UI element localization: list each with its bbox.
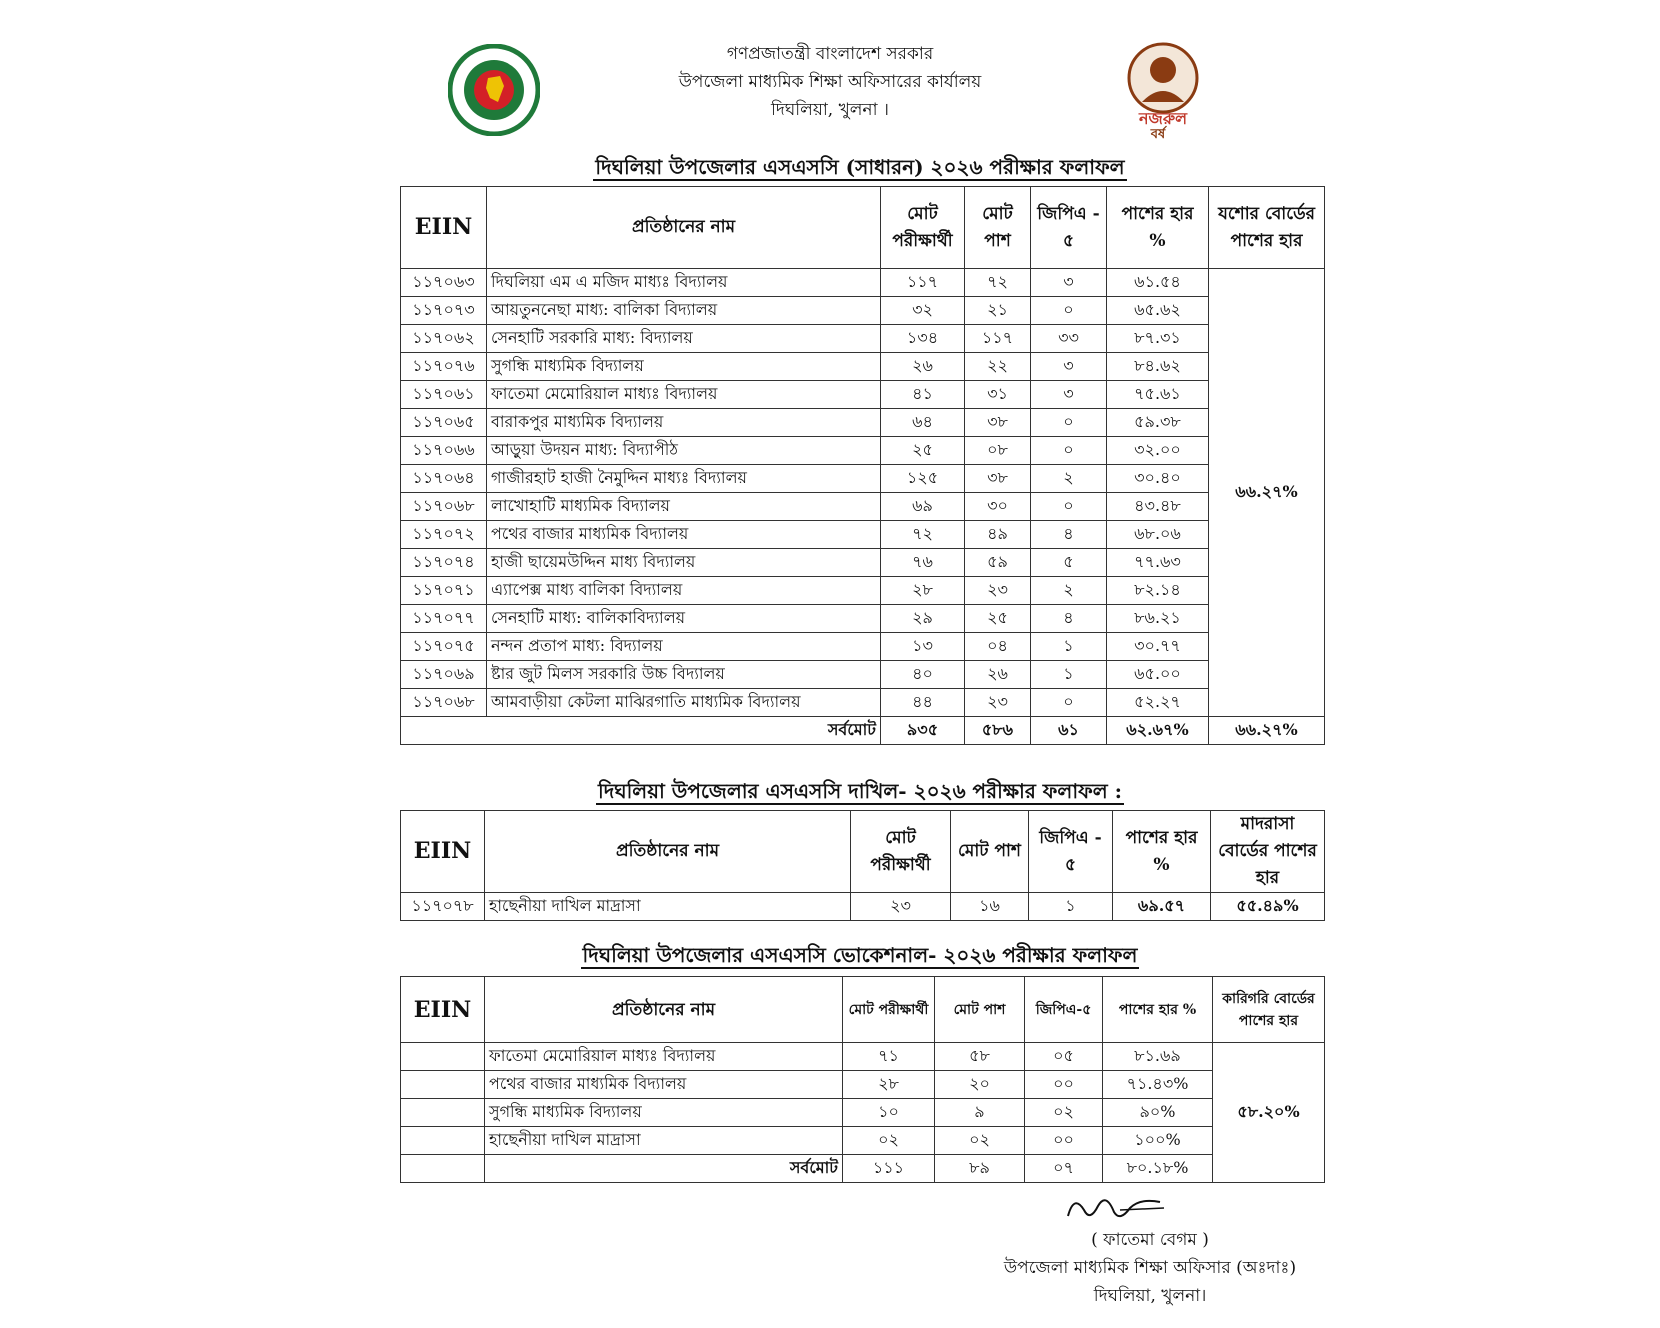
cell-eiin: ১১৭০৭৪	[401, 549, 487, 577]
table3-title: দিঘলিয়া উপজেলার এসএসসি ভোকেশনাল- ২০২৬ পরীক্ষার ফলাফল	[582, 943, 1138, 967]
col-gpa5: জিপিএ - ৫	[1029, 811, 1113, 893]
cell-gpa5: ০০	[1025, 1071, 1103, 1099]
cell-examinees: ৭১	[843, 1043, 935, 1071]
cell-gpa5: ২	[1031, 465, 1107, 493]
cell-institution: সেনহাটি মাধ্য: বালিকাবিদ্যালয়	[487, 605, 881, 633]
cell-eiin: ১১৭০৬১	[401, 381, 487, 409]
header-line-1: গণপ্রজাতন্ত্রী বাংলাদেশ সরকার	[726, 44, 934, 64]
cell-institution: লাখোহাটি মাধ্যমিক বিদ্যালয়	[487, 493, 881, 521]
cell-passed: ৪৯	[965, 521, 1031, 549]
cell-eiin	[401, 1127, 485, 1155]
cell-gpa5: ০৫	[1025, 1043, 1103, 1071]
table-row	[401, 521, 1325, 549]
cell-eiin: ১১৭০৭৫	[401, 633, 487, 661]
table2-title: দিঘলিয়া উপজেলার এসএসসি দাখিল- ২০২৬ পরীক্ষার ফলাফল :	[597, 779, 1122, 803]
col-pass-rate: পাশের হার %	[1113, 811, 1211, 893]
cell-examinees: ০২	[843, 1127, 935, 1155]
col-examinees: মোট পরীক্ষার্থী	[851, 811, 951, 893]
total-examinees: ১১১	[843, 1155, 935, 1183]
cell-passed: ৩১	[965, 381, 1031, 409]
cell-pass-rate: ৬৮.০৬	[1107, 521, 1209, 549]
cell-gpa5: ১	[1029, 893, 1113, 921]
table-row	[401, 1099, 1325, 1127]
total-eiin-empty	[401, 1155, 485, 1183]
cell-eiin: ১১৭০৬৫	[401, 409, 487, 437]
cell-eiin	[401, 1043, 485, 1071]
table-row	[401, 661, 1325, 689]
cell-passed: ২২	[965, 353, 1031, 381]
signature-block	[880, 1226, 1420, 1310]
cell-eiin: ১১৭০৬৮	[401, 689, 487, 717]
cell-gpa5: ০	[1031, 437, 1107, 465]
cell-examinees: ১২৫	[881, 465, 965, 493]
table-row	[401, 437, 1325, 465]
cell-passed: ২৬	[965, 661, 1031, 689]
cell-institution: সেনহাটি সরকারি মাধ্য: বিদ্যালয়	[487, 325, 881, 353]
col-institution: প্রতিষ্ঠানের নাম	[485, 811, 851, 893]
cell-pass-rate: ৬৫.৬২	[1107, 297, 1209, 325]
cell-examinees: ৪৪	[881, 689, 965, 717]
cell-eiin: ১১৭০৭৭	[401, 605, 487, 633]
govt-seal-logo	[448, 44, 540, 136]
total-passed: ৮৯	[935, 1155, 1025, 1183]
signatory-place: দিঘলিয়া, খুলনা।	[1093, 1286, 1207, 1306]
col-examinees: মোট পরীক্ষার্থী	[843, 977, 935, 1043]
cell-passed: ০২	[935, 1127, 1025, 1155]
cell-eiin: ১১৭০৭১	[401, 577, 487, 605]
header-line-2: উপজেলা মাধ্যমিক শিক্ষা অফিসারের কার্যালয়	[678, 72, 982, 92]
cell-pass-rate: ৭৫.৬১	[1107, 381, 1209, 409]
cell-institution: হাছেনীয়া দাখিল মাদ্রাসা	[485, 893, 851, 921]
cell-pass-rate: ৮৭.৩১	[1107, 325, 1209, 353]
cell-pass-rate: ৭১.৪৩%	[1103, 1071, 1213, 1099]
cell-passed: ২৩	[965, 577, 1031, 605]
col-board-rate: যশোর বোর্ডের পাশের হার	[1209, 187, 1325, 269]
table-row	[401, 297, 1325, 325]
cell-gpa5: ১	[1031, 661, 1107, 689]
col-pass-rate: পাশের হার %	[1107, 187, 1209, 269]
col-gpa5: জিপিএ-৫	[1025, 977, 1103, 1043]
cell-examinees: ১০	[843, 1099, 935, 1127]
cell-passed: ২৫	[965, 605, 1031, 633]
cell-pass-rate: ৭৭.৬৩	[1107, 549, 1209, 577]
cell-examinees: ১১৭	[881, 269, 965, 297]
table-row	[401, 409, 1325, 437]
signatory-designation: উপজেলা মাধ্যমিক শিক্ষা অফিসার (অঃদাঃ)	[1003, 1258, 1297, 1278]
total-pass-rate: ৮০.১৮%	[1103, 1155, 1213, 1183]
cell-institution: ষ্টার জুট মিলস সরকারি উচ্চ বিদ্যালয়	[487, 661, 881, 689]
cell-examinees: ২৮	[843, 1071, 935, 1099]
cell-passed: ১১৭	[965, 325, 1031, 353]
total-label: সর্বমোট	[401, 717, 881, 745]
cell-passed: ০৪	[965, 633, 1031, 661]
cell-pass-rate: ৬৯.৫৭	[1113, 893, 1211, 921]
cell-institution: হাছেনীয়া দাখিল মাদ্রাসা	[485, 1127, 843, 1155]
cell-eiin: ১১৭০৬৪	[401, 465, 487, 493]
cell-institution: পথের বাজার মাধ্যমিক বিদ্যালয়	[485, 1071, 843, 1099]
table1-title: দিঘলিয়া উপজেলার এসএসসি (সাধারন) ২০২৬ পরীক্ষার ফলাফল	[595, 155, 1125, 179]
cell-gpa5: ০	[1031, 297, 1107, 325]
cell-pass-rate: ৩২.০০	[1107, 437, 1209, 465]
nazrul-year-emblem	[1118, 40, 1208, 140]
table-row	[401, 1127, 1325, 1155]
cell-passed: ৫৯	[965, 549, 1031, 577]
cell-eiin: ১১৭০৭২	[401, 521, 487, 549]
table-row	[401, 269, 1325, 297]
cell-institution: নন্দন প্রতাপ মাধ্য: বিদ্যালয়	[487, 633, 881, 661]
cell-eiin: ১১৭০৭৩	[401, 297, 487, 325]
col-institution: প্রতিষ্ঠানের নাম	[487, 187, 881, 269]
cell-gpa5: ০০	[1025, 1127, 1103, 1155]
cell-gpa5: ৩	[1031, 269, 1107, 297]
cell-gpa5: ১	[1031, 633, 1107, 661]
col-eiin: EIIN	[401, 977, 485, 1043]
cell-passed: ০৮	[965, 437, 1031, 465]
cell-examinees: ১৩৪	[881, 325, 965, 353]
cell-passed: ২৩	[965, 689, 1031, 717]
cell-eiin	[401, 1099, 485, 1127]
cell-examinees: ২৯	[881, 605, 965, 633]
cell-examinees: ৩২	[881, 297, 965, 325]
cell-gpa5: ০	[1031, 493, 1107, 521]
cell-gpa5: ০	[1031, 689, 1107, 717]
cell-examinees: ২৬	[881, 353, 965, 381]
cell-eiin: ১১৭০৬৬	[401, 437, 487, 465]
cell-passed: ২১	[965, 297, 1031, 325]
table-row	[401, 633, 1325, 661]
header-line-3: দিঘলিয়া, খুলনা ।	[771, 100, 889, 120]
total-gpa5: ৬১	[1031, 717, 1107, 745]
cell-pass-rate: ৮৪.৬২	[1107, 353, 1209, 381]
total-row	[401, 717, 1325, 745]
table-row	[401, 605, 1325, 633]
cell-institution: বারাকপুর মাধ্যমিক বিদ্যালয়	[487, 409, 881, 437]
cell-pass-rate: ৮২.১৪	[1107, 577, 1209, 605]
cell-institution: আমবাড়ীয়া কেটলা মাঝিরগাতি মাধ্যমিক বিদ্যালয়	[487, 689, 881, 717]
cell-examinees: ২৮	[881, 577, 965, 605]
table-row	[401, 893, 1325, 921]
cell-pass-rate: ৮৬.২১	[1107, 605, 1209, 633]
table-row	[401, 689, 1325, 717]
cell-gpa5: ২	[1031, 577, 1107, 605]
cell-examinees: ৭২	[881, 521, 965, 549]
ssc-general-results-table	[400, 186, 1325, 745]
cell-passed: ৯	[935, 1099, 1025, 1127]
cell-institution: আয়তুননেছা মাধ্য: বালিকা বিদ্যালয়	[487, 297, 881, 325]
cell-board-rate: ৫৮.২০%	[1213, 1043, 1325, 1183]
total-passed: ৫৮৬	[965, 717, 1031, 745]
cell-eiin: ১১৭০৬২	[401, 325, 487, 353]
signatory-name: ( ফাতেমা বেগম )	[1091, 1230, 1209, 1250]
cell-institution: ফাতেমা মেমোরিয়াল মাধ্যঃ বিদ্যালয়	[487, 381, 881, 409]
col-passed: মোট পাশ	[965, 187, 1031, 269]
table-row	[401, 549, 1325, 577]
cell-institution: আড়ুয়া উদয়ন মাধ্য: বিদ্যাপীঠ	[487, 437, 881, 465]
svg-text:বর্ষ: বর্ষ	[1150, 127, 1166, 140]
table-row	[401, 325, 1325, 353]
cell-passed: ৩০	[965, 493, 1031, 521]
cell-pass-rate: ৩০.৪০	[1107, 465, 1209, 493]
col-gpa5: জিপিএ - ৫	[1031, 187, 1107, 269]
cell-pass-rate: ৮১.৬৯	[1103, 1043, 1213, 1071]
cell-passed: ১৬	[951, 893, 1029, 921]
total-examinees: ৯৩৫	[881, 717, 965, 745]
cell-pass-rate: ৪৩.৪৮	[1107, 493, 1209, 521]
cell-pass-rate: ৫২.২৭	[1107, 689, 1209, 717]
cell-eiin	[401, 1071, 485, 1099]
cell-examinees: ৪১	[881, 381, 965, 409]
cell-gpa5: ০	[1031, 409, 1107, 437]
cell-board-rate: ৬৬.২৭%	[1209, 269, 1325, 717]
handwritten-signature	[1060, 1188, 1170, 1228]
vocational-results-table	[400, 976, 1325, 1183]
svg-text:নজরুল: নজরুল	[1138, 109, 1188, 128]
col-board-rate: মাদরাসা বোর্ডের পাশের হার	[1211, 811, 1325, 893]
dakhil-results-table	[400, 810, 1325, 921]
cell-examinees: ১৩	[881, 633, 965, 661]
cell-pass-rate: ৩০.৭৭	[1107, 633, 1209, 661]
cell-institution: ফাতেমা মেমোরিয়াল মাধ্যঃ বিদ্যালয়	[485, 1043, 843, 1071]
cell-gpa5: ০২	[1025, 1099, 1103, 1127]
cell-pass-rate: ১০০%	[1103, 1127, 1213, 1155]
cell-pass-rate: ৬৫.০০	[1107, 661, 1209, 689]
cell-gpa5: ৩	[1031, 381, 1107, 409]
total-row	[401, 1155, 1325, 1183]
cell-passed: ৩৮	[965, 465, 1031, 493]
cell-institution: গাজীরহাট হাজী নৈমুদ্দিন মাধ্যঃ বিদ্যালয়	[487, 465, 881, 493]
cell-examinees: ২৩	[851, 893, 951, 921]
total-label: সর্বমোট	[485, 1155, 843, 1183]
table-row	[401, 577, 1325, 605]
cell-passed: ৫৮	[935, 1043, 1025, 1071]
cell-gpa5: ৪	[1031, 521, 1107, 549]
total-pass-rate: ৬২.৬৭%	[1107, 717, 1209, 745]
table-row	[401, 465, 1325, 493]
table-row	[401, 353, 1325, 381]
office-header	[560, 40, 1100, 124]
table-row	[401, 493, 1325, 521]
total-board-rate: ৬৬.২৭%	[1209, 717, 1325, 745]
cell-examinees: ৬৯	[881, 493, 965, 521]
col-eiin: EIIN	[401, 811, 485, 893]
cell-passed: ২০	[935, 1071, 1025, 1099]
cell-examinees: ২৫	[881, 437, 965, 465]
cell-institution: পথের বাজার মাধ্যমিক বিদ্যালয়	[487, 521, 881, 549]
cell-eiin: ১১৭০৬৯	[401, 661, 487, 689]
cell-examinees: ৭৬	[881, 549, 965, 577]
cell-board-rate: ৫৫.৪৯%	[1211, 893, 1325, 921]
cell-pass-rate: ৬১.৫৪	[1107, 269, 1209, 297]
total-gpa5: ০৭	[1025, 1155, 1103, 1183]
cell-pass-rate: ৫৯.৩৮	[1107, 409, 1209, 437]
col-passed: মোট পাশ	[935, 977, 1025, 1043]
cell-pass-rate: ৯০%	[1103, 1099, 1213, 1127]
col-eiin: EIIN	[401, 187, 487, 269]
cell-gpa5: ৩৩	[1031, 325, 1107, 353]
col-pass-rate: পাশের হার %	[1103, 977, 1213, 1043]
table-row	[401, 1071, 1325, 1099]
cell-institution: এ্যাপেক্স মাধ্য বালিকা বিদ্যালয়	[487, 577, 881, 605]
cell-eiin: ১১৭০৭৮	[401, 893, 485, 921]
col-passed: মোট পাশ	[951, 811, 1029, 893]
cell-gpa5: ৫	[1031, 549, 1107, 577]
cell-institution: দিঘলিয়া এম এ মজিদ মাধ্যঃ বিদ্যালয়	[487, 269, 881, 297]
cell-eiin: ১১৭০৬৩	[401, 269, 487, 297]
col-board-rate: কারিগরি বোর্ডের পাশের হার	[1213, 977, 1325, 1043]
cell-examinees: ৬৪	[881, 409, 965, 437]
cell-eiin: ১১৭০৬৮	[401, 493, 487, 521]
cell-passed: ৩৮	[965, 409, 1031, 437]
col-examinees: মোট পরীক্ষার্থী	[881, 187, 965, 269]
cell-institution: সুগন্ধি মাধ্যমিক বিদ্যালয়	[485, 1099, 843, 1127]
table-row	[401, 1043, 1325, 1071]
cell-eiin: ১১৭০৭৬	[401, 353, 487, 381]
cell-passed: ৭২	[965, 269, 1031, 297]
table-row	[401, 381, 1325, 409]
cell-examinees: ৪০	[881, 661, 965, 689]
cell-gpa5: ৪	[1031, 605, 1107, 633]
cell-gpa5: ৩	[1031, 353, 1107, 381]
cell-institution: সুগন্ধি মাধ্যমিক বিদ্যালয়	[487, 353, 881, 381]
cell-institution: হাজী ছায়েমউদ্দিন মাধ্য বিদ্যালয়	[487, 549, 881, 577]
col-institution: প্রতিষ্ঠানের নাম	[485, 977, 843, 1043]
